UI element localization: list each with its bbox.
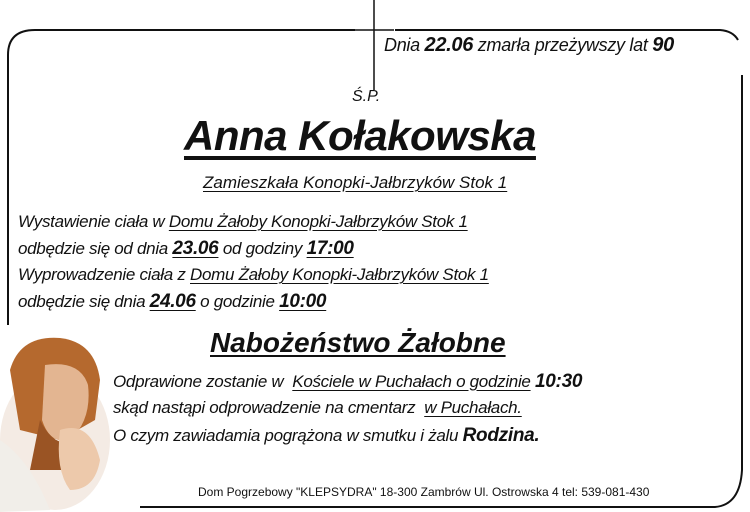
viewing-line-1: Wystawienie ciała w Domu Żałoby Konopki-Jałbrzyków Stok 1 [18, 212, 468, 231]
sp-label: Ś.P. [352, 88, 381, 105]
service-line-2: skąd nastąpi odprowadzenie na cmentarz w Puchałach. [113, 398, 522, 417]
deceased-name: Anna Kołakowska [184, 112, 536, 159]
viewing-line-3: Wyprowadzenie ciała z Domu Żałoby Konopki-Jałbrzyków Stok 1 [18, 265, 489, 284]
viewing-line-2: odbędzie się od dnia 23.06 od godziny 17:00 [18, 238, 354, 259]
praying-figure-image [0, 338, 110, 512]
funeral-home-footer: Dom Pogrzebowy "KLEPSYDRA" 18-300 Zambrów Ul. Ostrowska 4 tel: 539-081-430 [198, 485, 650, 499]
service-title: Nabożeństwo Żałobne [210, 327, 506, 358]
service-line-3: O czym zawiadamia pogrążona w smutku i żalu Rodzina. [113, 425, 540, 446]
service-line-1: Odprawione zostanie w Kościele w Puchałach o godzinie 10:30 [113, 371, 583, 392]
death-info: Dnia 22.06 zmarła przeżywszy lat 90 [384, 34, 674, 56]
viewing-line-4: odbędzie się dnia 24.06 o godzinie 10:00 [18, 291, 327, 312]
residence: Zamieszkała Konopki-Jałbrzyków Stok 1 [203, 173, 508, 192]
